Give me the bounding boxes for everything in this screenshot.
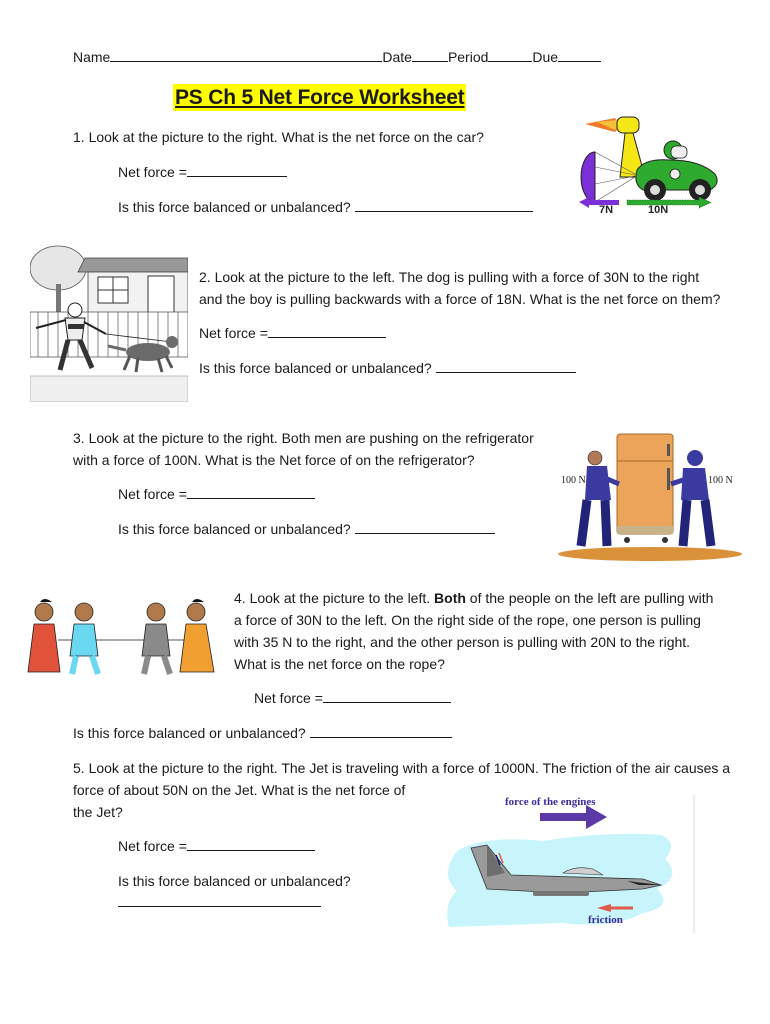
question-4-balanced-field[interactable] (310, 724, 452, 738)
question-3-net-force: Net force = (118, 485, 315, 503)
date-field[interactable] (412, 48, 448, 62)
question-1-balanced: Is this force balanced or unbalanced? (118, 198, 533, 216)
question-5-balanced: Is this force balanced or unbalanced? (118, 873, 351, 889)
men-pushing-refrigerator-icon (555, 428, 745, 563)
question-2-balanced: Is this force balanced or unbalanced? (199, 359, 576, 377)
rocket-car-icon (575, 112, 735, 218)
right-force-label: 100 N (708, 475, 733, 486)
date-label: Date (382, 49, 412, 65)
friction-label: friction (588, 914, 623, 926)
question-3-balanced-field[interactable] (355, 520, 495, 534)
boy-walking-dog-icon (30, 244, 188, 402)
question-4-net-force: Net force = (254, 689, 451, 707)
question-3-net-force-field[interactable] (187, 485, 315, 499)
question-1-balanced-field[interactable] (355, 198, 533, 212)
question-4-text-line4: What is the net force on the rope? (234, 656, 445, 672)
question-5-net-force-field[interactable] (187, 837, 315, 851)
due-label: Due (532, 49, 559, 65)
question-2-balanced-field[interactable] (436, 359, 576, 373)
question-3-text-line2: with a force of 100N. What is the Net force of on the refrigerator? (73, 452, 475, 468)
left-force-label: 100 N (561, 475, 586, 486)
question-2-net-force-field[interactable] (268, 324, 386, 338)
question-4-text-line2: a force of 30N to the left. On the right side of the rope, one person is pulling (234, 612, 701, 628)
question-1-net-force: Net force = (118, 163, 287, 181)
question-2-net-force: Net force = (199, 324, 386, 342)
question-4-text-line1: 4. Look at the picture to the left. Both of the people on the left are pulling with (234, 590, 714, 606)
jet-forces-icon (443, 793, 743, 933)
question-5-text-line2: force of about 50N on the Jet. What is the net force of (73, 782, 406, 798)
question-5-net-force: Net force = (118, 837, 315, 855)
question-3-text-line1: 3. Look at the picture to the right. Both men are pushing on the refrigerator (73, 430, 534, 446)
right-force-label: 10N (648, 204, 669, 216)
period-label: Period (447, 49, 489, 65)
question-4-text-line3: with 35 N to the right, and the other person is pulling with 20N to the right. (234, 634, 691, 650)
question-2-text-line2: and the boy is pulling backwards with a force of 18N. What is the net force on them? (199, 291, 721, 307)
engine-force-label: force of the engines (505, 796, 596, 808)
page-title: PS Ch 5 Net Force Worksheet (175, 86, 465, 109)
question-2-text-line1: 2. Look at the picture to the left. The dog is pulling with a force of 30N to the right (199, 269, 700, 285)
question-5-text-line1: 5. Look at the picture to the right. The Jet is traveling with a force of 1000N. The friction of the air causes a (73, 760, 731, 776)
question-4-net-force-field[interactable] (323, 689, 451, 703)
period-field[interactable] (488, 48, 532, 62)
question-5-balanced-answer (118, 893, 321, 911)
question-3-balanced: Is this force balanced or unbalanced? (118, 520, 495, 538)
question-1-text: 1. Look at the picture to the right. What is the net force on the car? (73, 129, 484, 145)
left-force-label: 7N (599, 204, 614, 216)
header-line (73, 48, 601, 66)
due-field[interactable] (558, 48, 601, 62)
name-label: Name (73, 49, 111, 65)
question-1-net-force-field[interactable] (187, 163, 287, 177)
question-4-balanced: Is this force balanced or unbalanced? (73, 724, 452, 742)
name-field[interactable] (110, 48, 382, 62)
tug-of-war-icon (18, 596, 218, 678)
question-5-balanced-field[interactable] (118, 893, 321, 907)
question-5-text-line3: the Jet? (73, 804, 123, 820)
